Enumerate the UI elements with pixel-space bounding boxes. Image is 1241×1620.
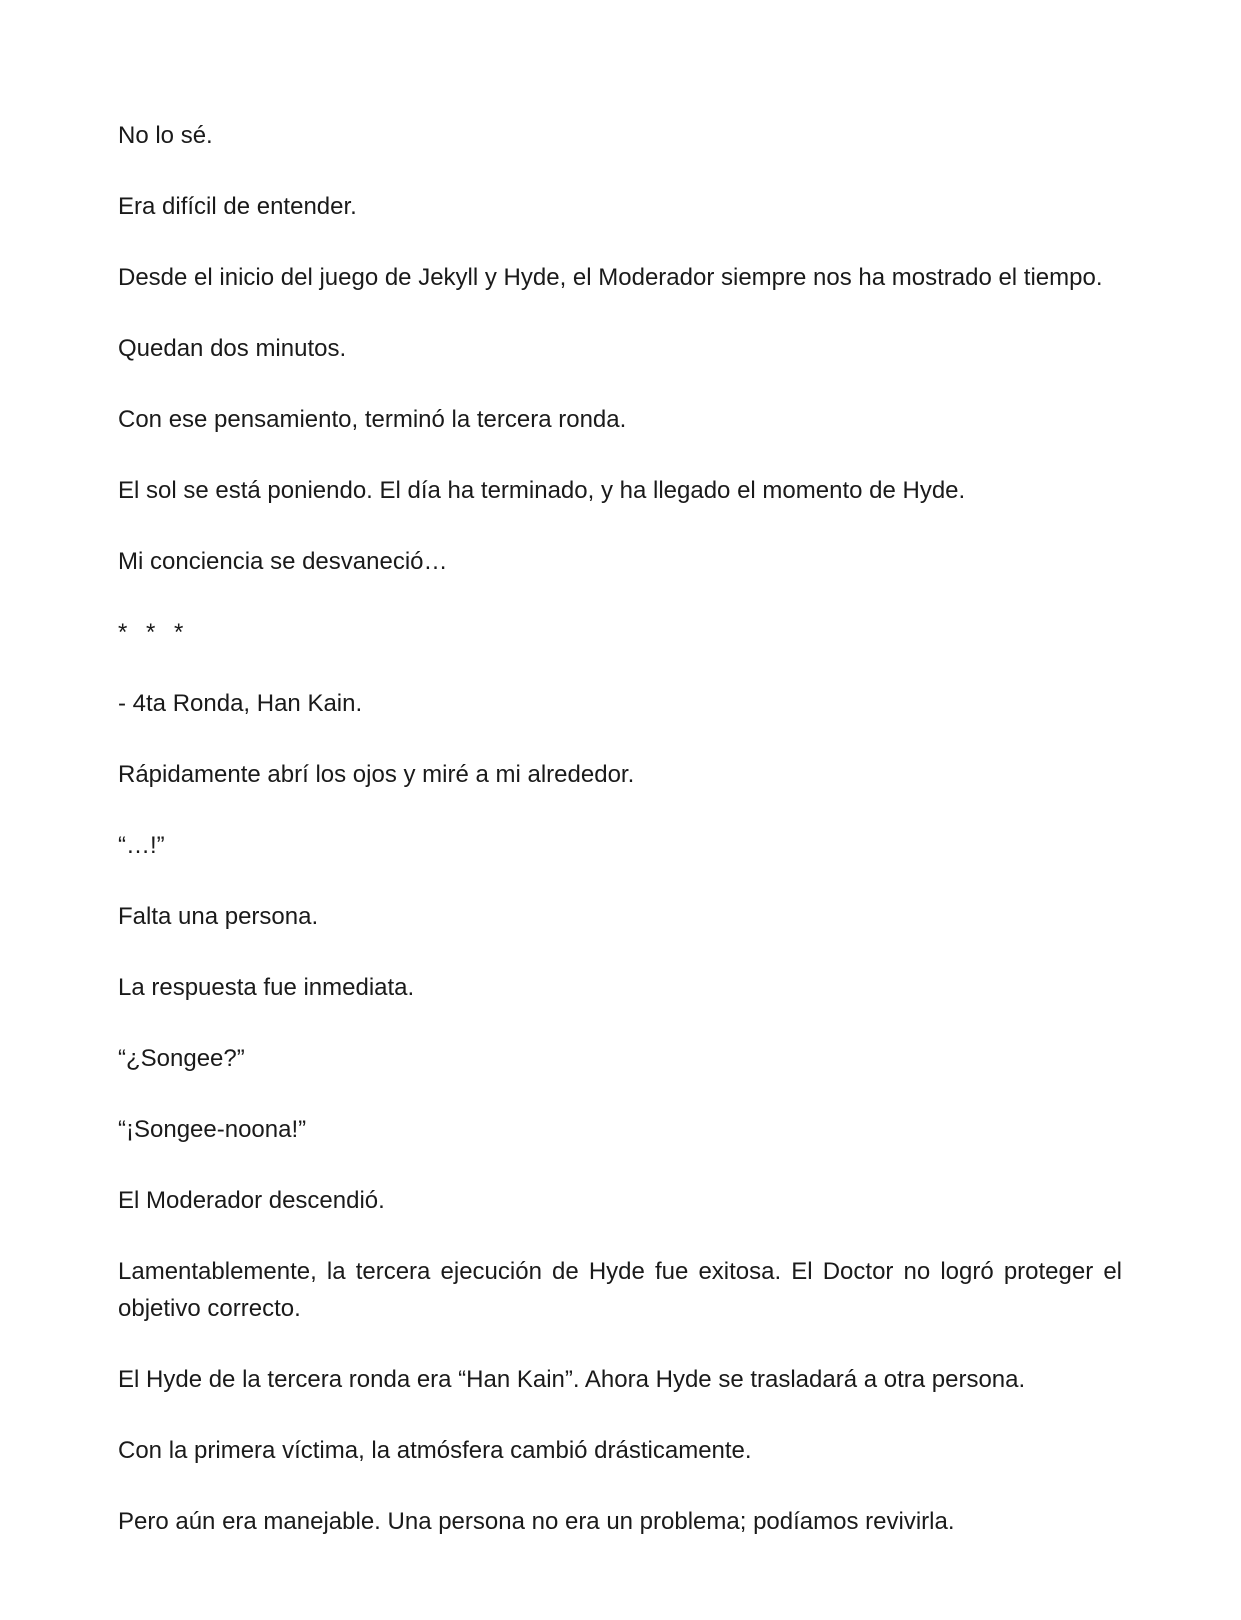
paragraph: El sol se está poniendo. El día ha terminado, y ha llegado el momento de Hyde. [118,477,966,504]
paragraph: Rápidamente abrí los ojos y miré a mi alrededor. [118,761,635,788]
paragraph: Quedan dos minutos. [118,335,347,362]
scene-separator: * * * [118,619,190,646]
paragraph: Desde el inicio del juego de Jekyll y Hyde, el Moderador siempre nos ha mostrado el tiempo. [118,264,1103,291]
paragraph: Con ese pensamiento, terminó la tercera ronda. [118,406,627,433]
paragraph: El Hyde de la tercera ronda era “Han Kain”. Ahora Hyde se trasladará a otra persona. [118,1366,1026,1393]
paragraph: Pero aún era manejable. Una persona no era un problema; podíamos revivirla. [118,1508,955,1535]
paragraph: Era difícil de entender. [118,193,357,220]
document-body [118,117,1122,1574]
paragraph: Con la primera víctima, la atmósfera cambió drásticamente. [118,1437,752,1464]
dialogue: “¿Songee?” [118,1045,245,1072]
paragraph: El Moderador descendió. [118,1187,385,1214]
paragraph: Lamentablemente, la tercera ejecución de Hyde fue exitosa. El Doctor no logró proteger el objetivo correcto. [118,1258,1122,1322]
chapter-heading: - 4ta Ronda, Han Kain. [118,690,363,717]
paragraph: La respuesta fue inmediata. [118,974,415,1001]
paragraph: Mi conciencia se desvaneció… [118,548,448,575]
dialogue: “¡Songee-noona!” [118,1116,307,1143]
dialogue: “…!” [118,832,165,859]
paragraph: Falta una persona. [118,903,319,930]
paragraph: No lo sé. [118,122,213,149]
